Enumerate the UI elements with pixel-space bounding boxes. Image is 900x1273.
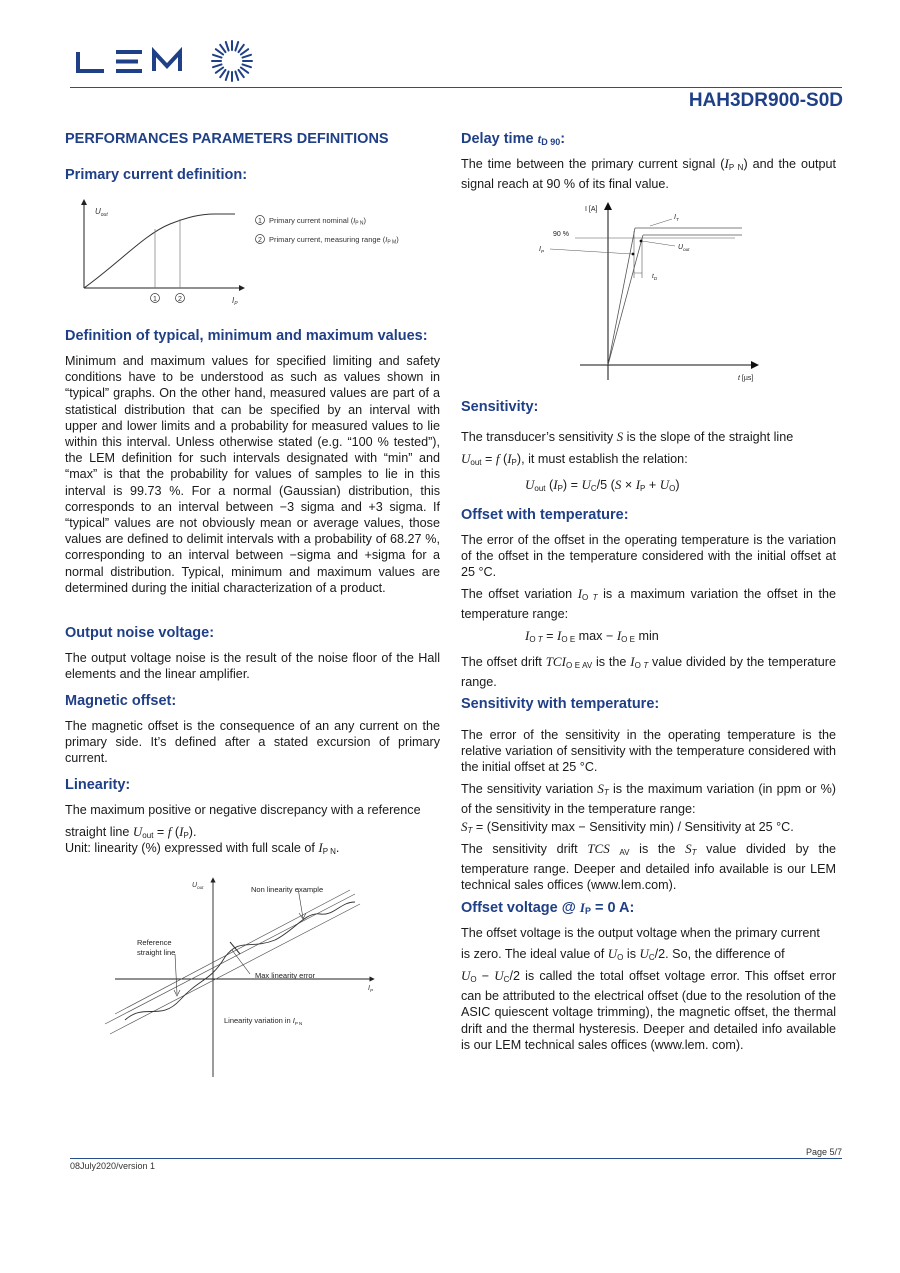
ninety-percent-label: 90 % <box>553 231 569 238</box>
noise-text: The output voltage noise is the result of the noise floor of the Hall elements and the linear amplifier. <box>65 651 440 682</box>
response-curve <box>84 214 235 288</box>
logo-ray <box>241 49 248 54</box>
marker-1: 1 <box>153 296 157 303</box>
linearity-text-3: Unit: linearity (%) expressed with full scale of $I_{P N}$. <box>65 840 340 856</box>
sensitivity-text-1: The transducer’s sensitivity S is the slope of the straight line <box>461 429 794 444</box>
max-error-label: Max linearity error <box>255 971 316 980</box>
uout-label: $U_{out}$ <box>678 244 690 252</box>
x-axis-label: $I_P$ <box>368 985 373 993</box>
linearity-text-1: The maximum positive or negative discrepancy with a reference <box>65 803 421 817</box>
logo-ray <box>216 49 223 54</box>
output-signal <box>608 235 643 365</box>
logo-ray <box>243 55 252 58</box>
typical-values-heading: Definition of typical, minimum and maximum values: <box>65 328 428 344</box>
y-axis-label: I [A] <box>585 206 598 213</box>
logo-ray <box>226 42 229 51</box>
delay-time-heading: Delay time $t_{D 90}$: <box>461 131 566 147</box>
sensitivity-text-2: $U_{out} = f$ $(I_P)$, it must establish the relation: <box>461 451 688 467</box>
svg-text:1: 1 <box>258 218 262 225</box>
nonlinearity-label: Non linearity example <box>251 885 324 894</box>
offset-voltage-heading: Offset voltage @ $I_P = 0$ A: <box>461 900 635 916</box>
legend-2: Primary current, measuring range $(I_{P M})$ <box>269 235 399 246</box>
marker-2: 2 <box>178 296 182 303</box>
reference-label-2: straight line <box>137 948 176 957</box>
sensitivity-temperature-text-1: The error of the sensitivity in the operating temperature is the relative variation of sensitivity with the temperature considered with the initial offset at 25 °C. <box>461 728 836 775</box>
offset-voltage-text-1: The offset voltage is the output voltage when the primary current <box>461 926 820 940</box>
sensitivity-heading: Sensitivity: <box>461 399 539 415</box>
footer-rule <box>70 1158 842 1159</box>
typical-values-text: Minimum and maximum values for specified limiting and safety conditions have to be understood as such as values shown in “typical” graphs. On the other hand, measured values are part of a statistical distribution that can be specified by an interval with upper and lower limits and a probability for measured values to lie within this interval. Unless otherwise stated (e.g. “100 % tested”), the LEM definition for such intervals designated with “min” and “max” is that the probability for values of samples to lie in this interval is 99.73 %. For a normal (Gaussian) distribution, this corresponds to an interval between −3 sigma and +3 sigma. If “typical” values are not obviously mean or average values, those values are defined to delimit intervals with a probability of 68.27 %, corresponding to an interval between −sigma and +sigma for a normal distribution. Typical, minimum and maximum values are determined during the initial characterization of a product. <box>65 354 440 595</box>
td-label: $t_D$ <box>652 273 658 281</box>
x-axis-label: $I_P$ <box>232 296 238 307</box>
logo-ray <box>220 70 225 77</box>
logo-ray <box>241 68 248 73</box>
offset-voltage-text-2: is zero. The ideal value of $U_O$ is $U_C/2$. So, the difference of <box>461 946 785 962</box>
linearity-text-2: straight line $U_{out} = f$ $(I_P)$. <box>65 824 197 840</box>
logo-ray <box>226 72 229 81</box>
y-axis-label: $U_{out}$ <box>95 207 108 218</box>
sensitivity-temperature-formula: $S_T$ = (Sensitivity max − Sensitivity min) / Sensitivity at 25 °C. <box>461 819 794 835</box>
logo-ray <box>239 45 244 52</box>
primary-signal <box>608 228 635 365</box>
logo-ray <box>235 72 238 81</box>
magnetic-offset-heading: Magnetic offset: <box>65 693 177 709</box>
primary-current-figure <box>70 192 430 310</box>
page-title: PERFORMANCES PARAMETERS DEFINITIONS <box>65 131 389 147</box>
variation-label: Linearity variation in $I_{P N}$ <box>224 1016 303 1026</box>
sensitivity-temperature-text-2: The sensitivity variation $S_T$ is the maximum variation (in ppm or %) of the sensitivity in the temperature range: <box>461 781 837 817</box>
logo-ray <box>239 70 244 77</box>
offset-temperature-text-2: The offset variation $I_{O T}$ is a maximum variation the offset in the temperature range: <box>461 586 837 622</box>
delay-time-figure <box>530 198 770 388</box>
offset-drift-text: The offset drift $TCI_{O E AV}$ is the $I_{O T}$ value divided by the temperature range. <box>461 654 836 690</box>
ip-label: $I_P$ <box>539 246 544 254</box>
logo-ray <box>213 64 222 67</box>
offset-temperature-text-1: The error of the offset in the operating temperature is the variation of the offset in the temperature considered with the initial offset at 25 °C. <box>461 533 836 580</box>
linearity-figure <box>100 872 380 1082</box>
magnetic-offset-text: The magnetic offset is the consequence of an any current on the primary side. It’s defined after a stated excursion of primary current. <box>65 719 440 766</box>
logo-ray <box>213 55 222 58</box>
sensitivity-drift-text: The sensitivity drift TCS $_{AV}$ is the $S_T$ value divided by the temperature range. Deeper and detailed info available is our LEM technical sales offices (www.lem.com). <box>461 841 837 893</box>
logo-ray <box>235 42 238 51</box>
version-label: 08July2020/version 1 <box>70 1161 156 1171</box>
lem-logo-graphic <box>72 40 262 85</box>
logo-ray <box>220 45 225 52</box>
delay-time-text: The time between the primary current signal $(I_{P N})$ and the output signal reach at 90 % of its final value. <box>461 156 836 192</box>
logo-ray <box>243 64 252 67</box>
y-axis-label: $U_{out}$ <box>192 882 204 890</box>
legend-1: Primary current nominal $(I_{P N})$ <box>269 216 367 227</box>
primary-current-heading: Primary current definition: <box>65 167 248 183</box>
noise-heading: Output noise voltage: <box>65 625 215 641</box>
svg-text:2: 2 <box>258 237 262 244</box>
sensitivity-temperature-heading: Sensitivity with temperature: <box>461 696 660 712</box>
lem-logo <box>72 40 262 85</box>
header-rule <box>70 87 842 88</box>
offset-voltage-text-3: $U_O - U_C/2$ is called the total offset voltage error. This offset error can be attributed to the electrical offset (due to the resolution of the ASIC quiescent voltage trimming), the magnetic offset, the thermal drift and the thermal hysteresis. Deeper and detailed info available is our LEM technical sales offices (www.lem. com). <box>461 968 837 1052</box>
product-code: HAH3DR900-S0D <box>688 90 843 111</box>
reference-label-1: Reference <box>137 938 172 947</box>
offset-temperature-heading: Offset with temperature: <box>461 507 629 523</box>
logo-ray <box>216 68 223 73</box>
linearity-heading: Linearity: <box>65 777 131 793</box>
sensitivity-formula: $U_{out}$ $(I_P) = U_C/5$ $(S \times I_P + U_O)$ <box>525 477 680 493</box>
page-number: Page 5/7 <box>805 1147 842 1157</box>
it-label: $I_T$ <box>674 214 679 222</box>
x-axis-label: t [µs] <box>738 375 754 382</box>
offset-temperature-formula: $I_{O T} = I_{O E}$ $\max - I_{O E}$ min <box>525 628 659 644</box>
